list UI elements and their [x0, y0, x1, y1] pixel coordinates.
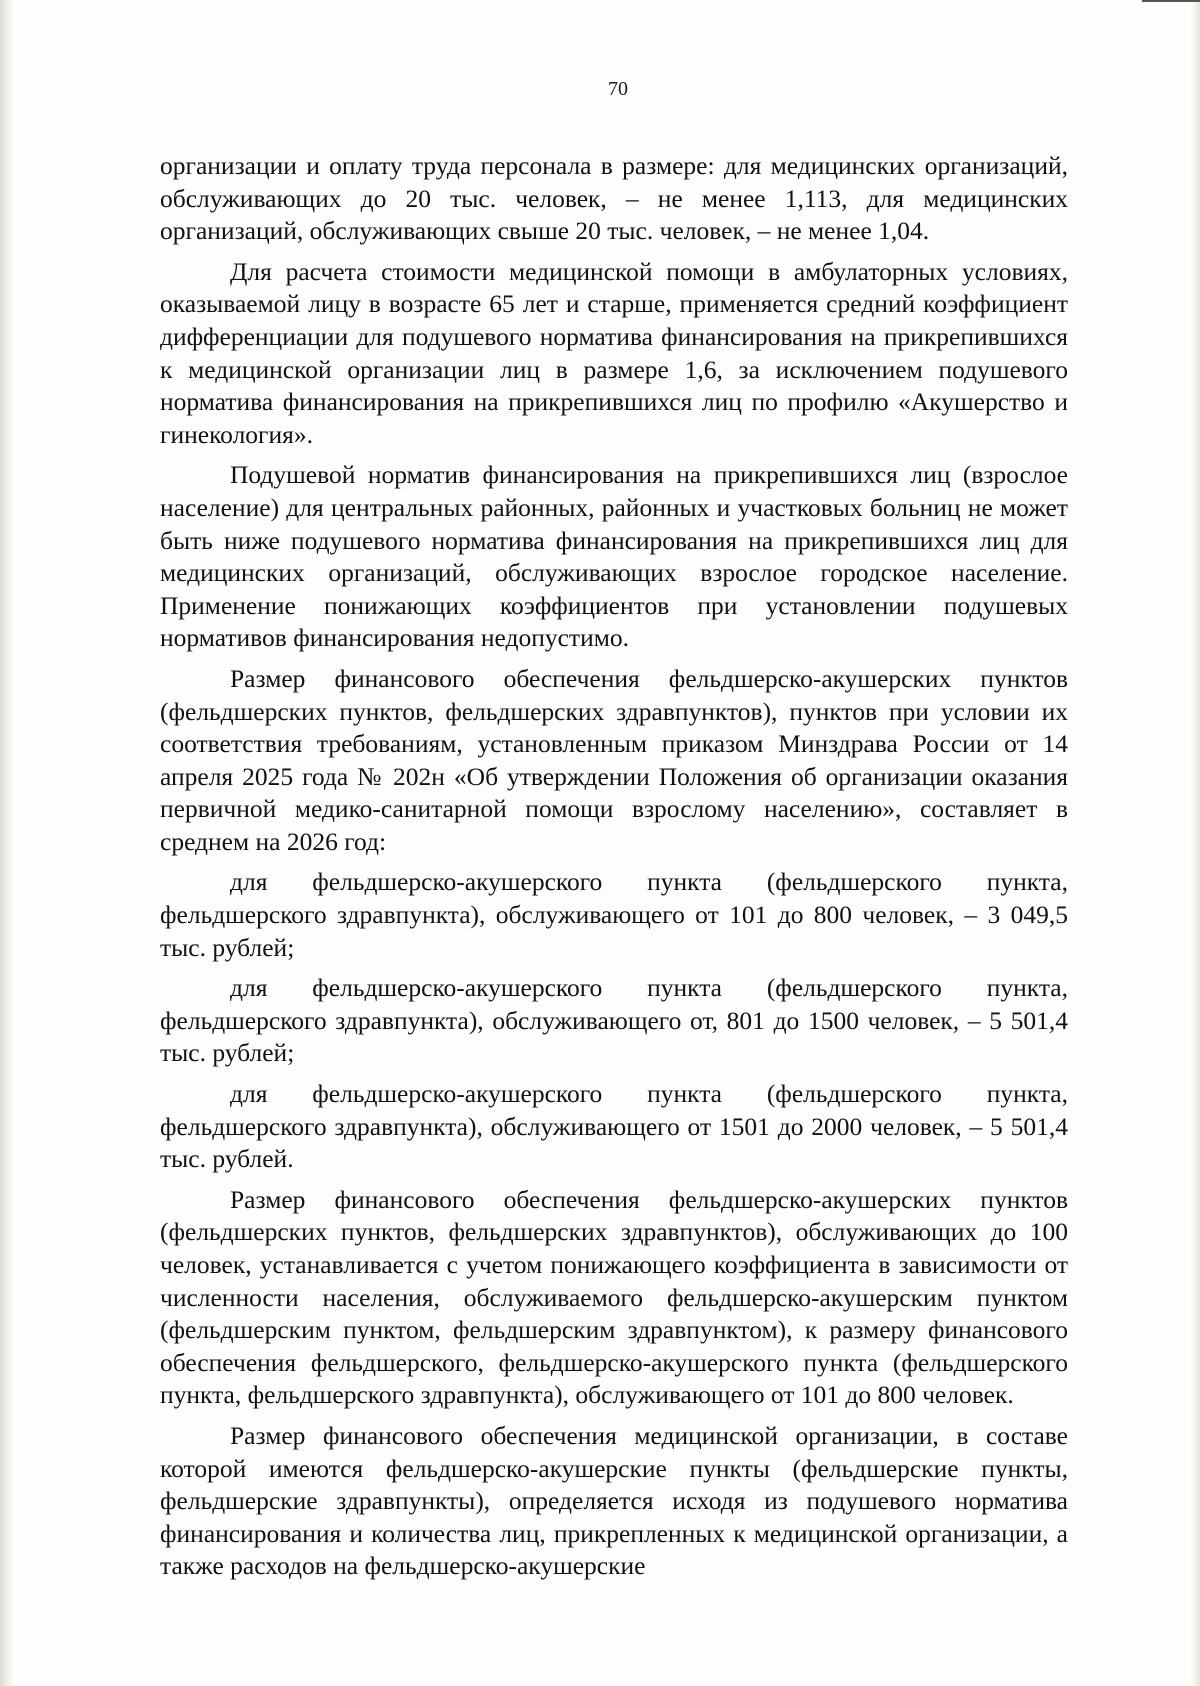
scan-corner-mark [1142, 0, 1200, 2]
paragraph-7: для фельдшерско-акушерского пункта (фельдшерского пункта, фельдшерского здравпункта), обслуживающего от 1501 до 2000 человек, – 5 501,4 тыс. рублей. [160, 1079, 1068, 1174]
paragraph-1: организации и оплату труда персонала в размере: для медицинских организаций, обслуживающих до 20 тыс. человек, – не менее 1,113, для медицинских организаций, обслуживающих свыше 20 тыс. человек, – не менее 1,04. [160, 151, 1068, 246]
paragraph-5: для фельдшерско-акушерского пункта (фельдшерского пункта, фельдшерского здравпункта), обслуживающего от 101 до 800 человек, – 3 049,5 тыс. рублей; [160, 867, 1068, 962]
document-body [160, 150, 1068, 1583]
scan-edge-right [1190, 0, 1200, 1686]
paragraph-9: Размер финансового обеспечения медицинской организации, в составе которой имеются фельдшерско-акушерские пункты (фельдшерские пункты, фельдшерские здравпункты), определяется исходя из подушевого норматива финансирования и количества лиц, прикрепленных к медицинской организации, а также расходов на фельдшерско-акушерские [160, 1420, 1068, 1581]
paragraph-8: Размер финансового обеспечения фельдшерско-акушерских пунктов (фельдшерских пунктов, фельдшерских здравпунктов), обслуживающих до 100 человек, устанавливается с учетом понижающего коэффициента в зависимости от численности населения, обслуживаемого фельдшерско-акушерским пунктом (фельдшерским пунктом, фельдшерским здравпунктом), к размеру финансового обеспечения фельдшерского, фельдшерско-акушерского пункта (фельдшерского пункта, фельдшерского здравпункта), обслуживающего от 101 до 800 человек. [160, 1184, 1068, 1410]
page-number: 70 [608, 78, 628, 100]
paragraph-4: Размер финансового обеспечения фельдшерско-акушерских пунктов (фельдшерских пунктов, фельдшерских здравпунктов), пунктов при условии их соответствия требованиям, установленным приказом Минздрава России от 14 апреля 2025 года № 202н «Об утверждении Положения об организации оказания первичной медико-санитарной помощи взрослому населению», составляет в среднем на 2026 год: [160, 663, 1068, 856]
paragraph-6: для фельдшерско-акушерского пункта (фельдшерского пункта, фельдшерского здравпункта), обслуживающего от, 801 до 1500 человек, – 5 501,4 тыс. рублей; [160, 973, 1068, 1068]
paragraph-3: Подушевой норматив финансирования на прикрепившихся лиц (взрослое население) для центральных районных, районных и участковых больниц не может быть ниже подушевого норматива финансирования на прикрепившихся лиц для медицинских организаций, обслуживающих взрослое городское население. Применение понижающих коэффициентов при установлении подушевых нормативов финансирования недопустимо. [160, 460, 1068, 653]
scan-edge-left [0, 0, 14, 1686]
paragraph-2: Для расчета стоимости медицинской помощи в амбулаторных условиях, оказываемой лицу в возрасте 65 лет и старше, применяется средний коэффициент дифференциации для подушевого норматива финансирования на прикрепившихся к медицинской организации лиц в размере 1,6, за исключением подушевого норматива финансирования на прикрепившихся лиц по профилю «Акушерство и гинекология». [160, 256, 1068, 449]
